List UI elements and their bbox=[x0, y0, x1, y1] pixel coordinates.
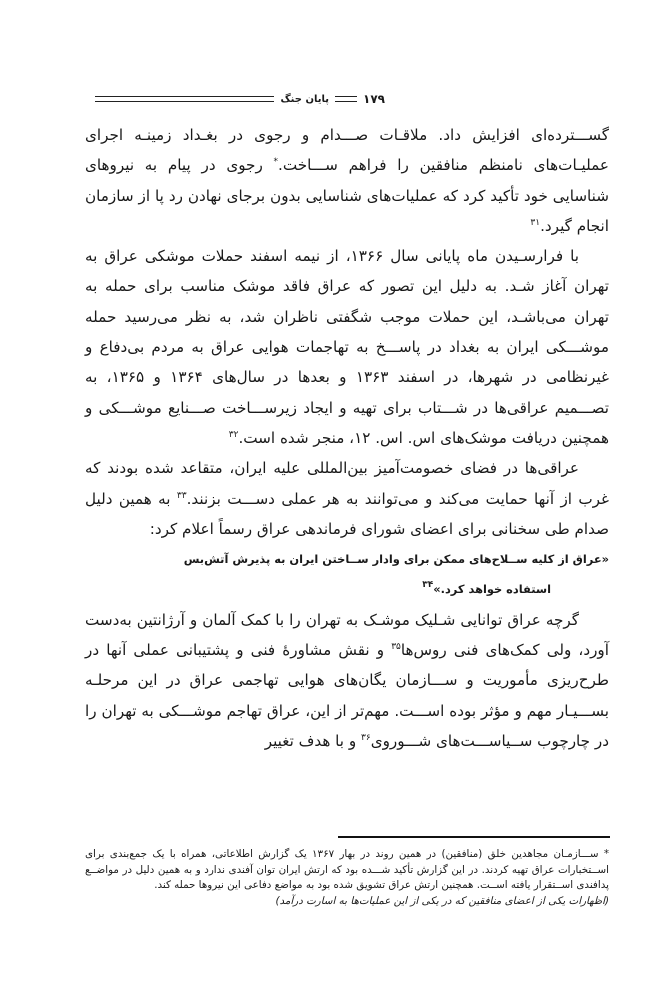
quote-line-1: «عراق از کلیه ســلاح‌های ممکن برای وادار ســاختن ایران به پذیرش آتش‌بس bbox=[183, 552, 609, 567]
running-title: پایان جنگ bbox=[280, 93, 330, 105]
paragraph-4-text-c: و با هدف تغییر bbox=[264, 731, 362, 750]
header-short-rule bbox=[335, 96, 357, 102]
paragraph-2 bbox=[85, 241, 609, 453]
paragraph-2-text: با فرارسـیدن ماه پایانی سال ۱۳۶۶، از نیمه اسفند حملات موشکی عراق به تهران آغاز شـد. به دلیل این تصور که عراق فاقد موشک مناسب برای حمله به تهران می‌باشـد، این حملات موجب شگفتی ناظران شد، به نظر می‌رسید حمله موشـــکی ایران به بغداد در پاســـخ به تهاجمات هوایی عراق به مردم بی‌دفاع و غیرنظامی در شهرها، در اسفند ۱۳۶۳ و بعدها در سال‌های ۱۳۶۴ و ۱۳۶۵، به تصـــمیم عراقی‌ها در شـــتاب برای تهیه و ایجاد زیرســـاخت صـــنایع موشـــکی و همچنین دریافت موشک‌های اس. اس. ۱۲، منجر شده است. bbox=[85, 247, 609, 447]
endnote-marker-35: ۳۵ bbox=[391, 642, 401, 653]
paragraph-4-text-a: گرچه عراق توانایی شـلیک موشـک به تهران را با کمک آلمان و آرژانتین به‌دست آورد، ولی کمک‌های فنی روس‌ها bbox=[85, 610, 609, 660]
quote-line-2 bbox=[85, 574, 609, 604]
endnote-marker-36: ۳۶ bbox=[361, 732, 371, 743]
paragraph-3 bbox=[85, 453, 609, 544]
paragraph-3-text-b: به همین دلیل صدام طی سخنانی برای اعضای شورای فرماندهی عراق رسماً اعلام کرد: bbox=[85, 489, 609, 538]
paragraph-1-text-a: گســـترده‌ای افزایش داد. ملاقـات صـــدام و رجوی در بغـداد زمینـه اجرای عملیـات‌های نامنظم منافقین را فراهم ســـاخت. bbox=[85, 126, 609, 175]
paragraph-4 bbox=[85, 605, 609, 756]
paragraph-1-text-b: رجوی در پیام به نیروهای شناسایی خود تأکید کرد که عملیات‌های شناسایی بدون برجای نهادن رد پا از سازمان انجام گیرد. bbox=[85, 156, 609, 235]
endnote-marker-33: ۳۳ bbox=[176, 490, 187, 501]
paragraph-4-text-b: و نقش مشاورهٔ فنی و پشتیبانی عملی آنها در طرح‌ریزی مأموریت و ســـازمان یگان‌های هوایی تهاجمی عراق در این مرحلـه بســـیـار مهم و مؤثر بوده اســـت. مهم‌تر از این، عراق تهاجم موشـــکی به تهران را در چارچوب ســیاســـت‌های شـــوروی bbox=[85, 641, 609, 750]
endnote-marker-32: ۳۲ bbox=[228, 429, 239, 440]
endnote-marker-31: ۳۱ bbox=[530, 217, 541, 228]
paragraph-1 bbox=[85, 120, 609, 241]
header-double-rule bbox=[95, 96, 274, 102]
page-number: ۱۷۹ bbox=[363, 92, 385, 106]
endnote-marker-34: ۳۴ bbox=[422, 580, 434, 591]
footnote-text: * ســـازمـان مجاهدین خلق (منافقین) در همین روند در بهار ۱۳۶۷ یک گزارش اطلاعاتی، همراه با یک جمع‌بندی برای اســتخبارات عراق تهیه کردند. در این گزارش تأکید شـــده بود که ارتش ایران توان آفندی ندارد و به همین دلیل در مواضــع پدافندی اســتقرار یافته اســت. همچنین ارتش عراق تشویق شده بود به مواضع دفاعی این نیروها حمله کند. bbox=[85, 848, 609, 891]
main-text bbox=[85, 120, 609, 756]
paragraph-3-text-a: عراقی‌ها در فضای خصومت‌آمیز بین‌المللی علیه ایران، متقاعد شده بودند که غرب از آنها حمایت می‌کند و می‌توانند به هر عملی دســـت بزنند. bbox=[85, 459, 609, 508]
footnote-source: (اظهارات یکی از اعضای منافقین که در یکی از این عملیات‌ها به اسارت درآمد) bbox=[275, 894, 609, 907]
running-header bbox=[95, 90, 385, 108]
footnote-area bbox=[85, 847, 609, 909]
quote-line-2-text: استفاده خواهد کرد.» bbox=[433, 582, 551, 597]
footnote-rule bbox=[338, 836, 610, 838]
footnote-marker: * bbox=[273, 157, 279, 168]
